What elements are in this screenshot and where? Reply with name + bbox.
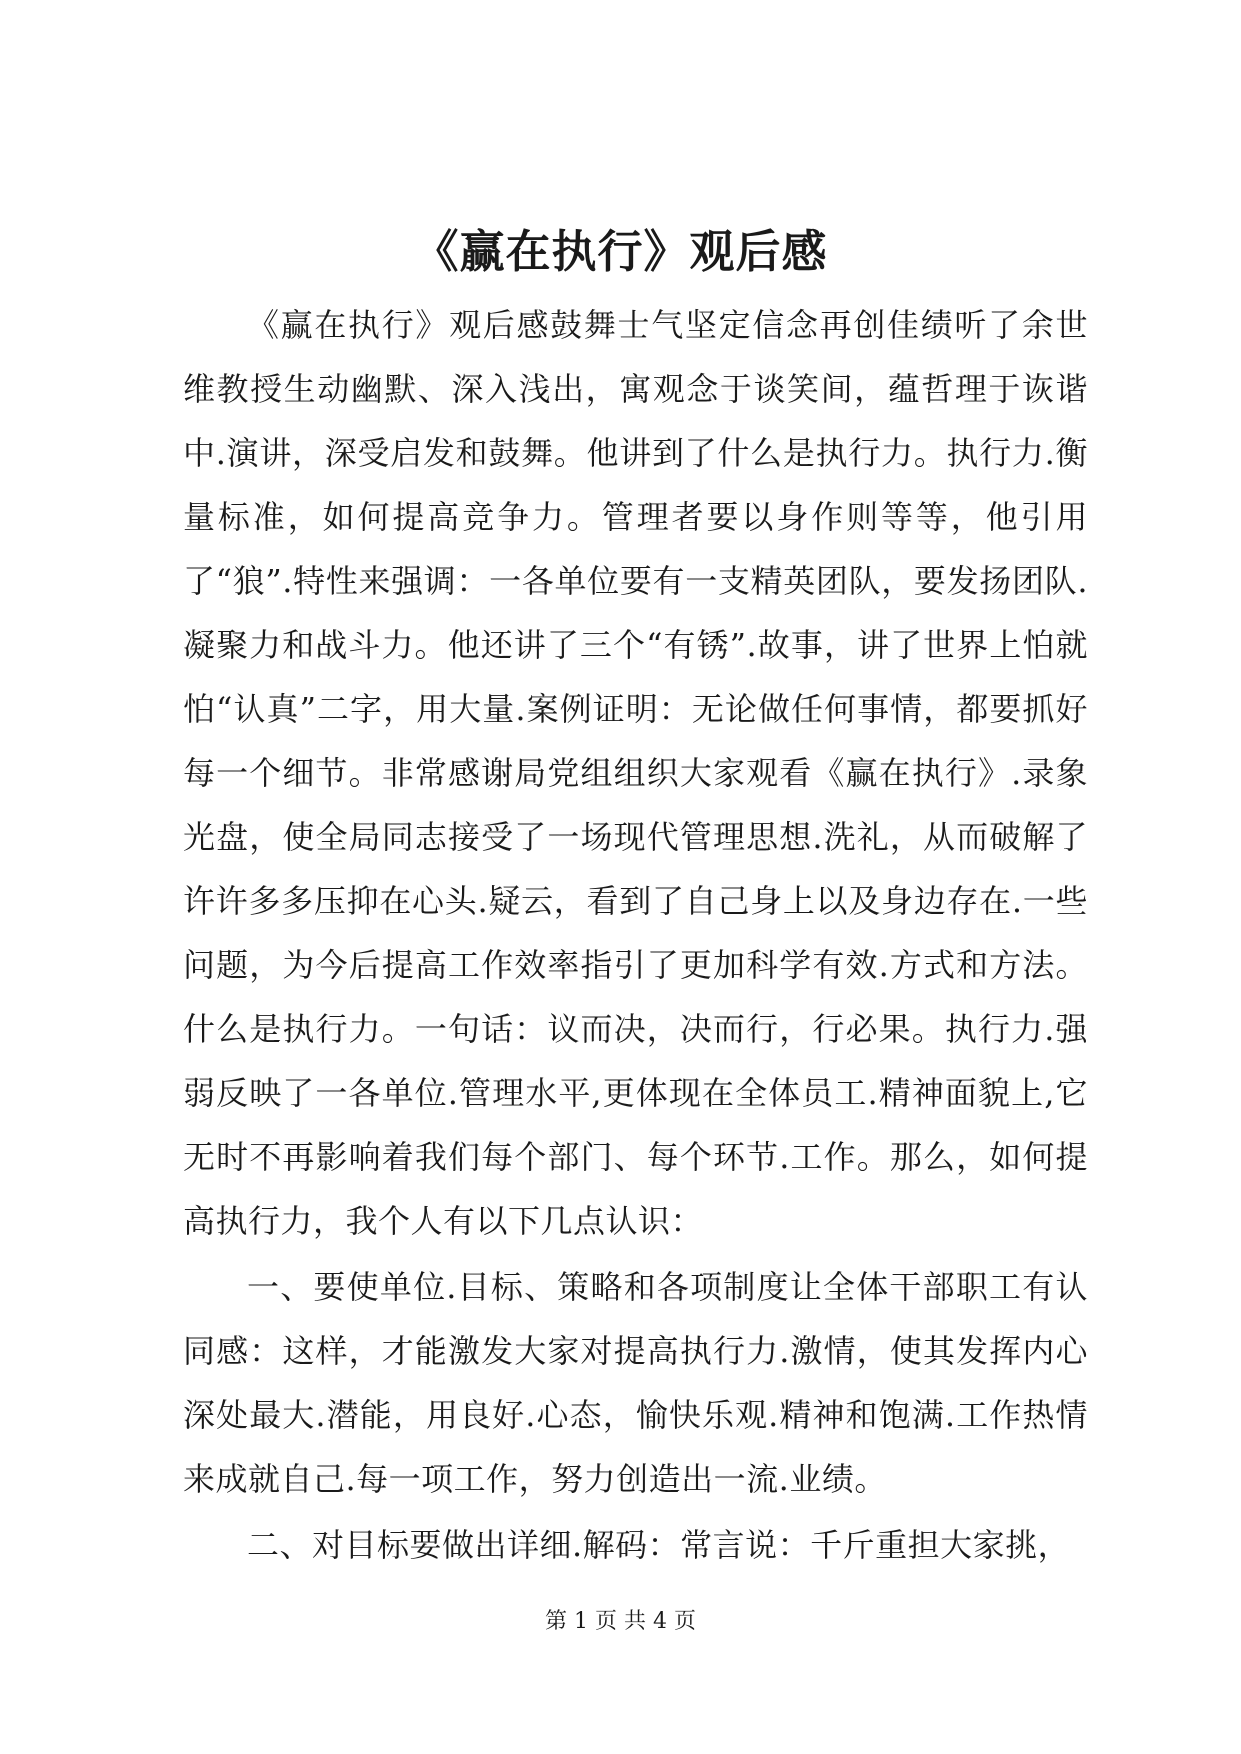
paragraph-point-one: 一、要使单位.目标、策略和各项制度让全体干部职工有认同感：这样，才能激发大家对提高执行力.激情，使其发挥内心深处最大.潜能，用良好.心态，愉快乐观.精神和饱满.工作热情来成就自己.每一项工作，努力创造出一流.业绩。 [183,1268,1088,1498]
page-number-footer: 第 1 页 共 4 页 [545,1609,696,1634]
paragraph-intro: 《赢在执行》观后感鼓舞士气坚定信念再创佳绩听了余世维教授生动幽默、深入浅出，寓观念于谈笑间，蕴哲理于诙谐中.演讲，深受启发和鼓舞。他讲到了什么是执行力。执行力.衡量标准，如何提高竞争力。管理者要以身作则等等，他引用了“狼”.特性来强调：一各单位要有一支精英团队，要发扬团队.凝聚力和战斗力。他还讲了三个“有锈”.故事，讲了世界上怕就怕“认真”二字，用大量.案例证明：无论做任何事情，都要抓好每一个细节。非常感谢局党组组织大家观看《赢在执行》.录象光盘，使全局同志接受了一场现代管理思想.洗礼，从而破解了许许多多压抑在心头.疑云，看到了自己身上以及身边存在.一些问题，为今后提高工作效率指引了更加科学有效.方式和方法。什么是执行力。一句话：议而决，决而行，行必果。执行力.强弱反映了一各单位.管理水平,更体现在全体员工.精神面貌上,它无时不再影响着我们每个部门、每个环节.工作。那么，如何提高执行力，我个人有以下几点认识： [183,306,1088,1240]
document-body [183,293,1088,1577]
paragraph-point-two: 二、对目标要做出详细.解码：常言说：千斤重担大家挑， [247,1526,1071,1564]
document-title: 《赢在执行》观后感 [413,225,828,278]
